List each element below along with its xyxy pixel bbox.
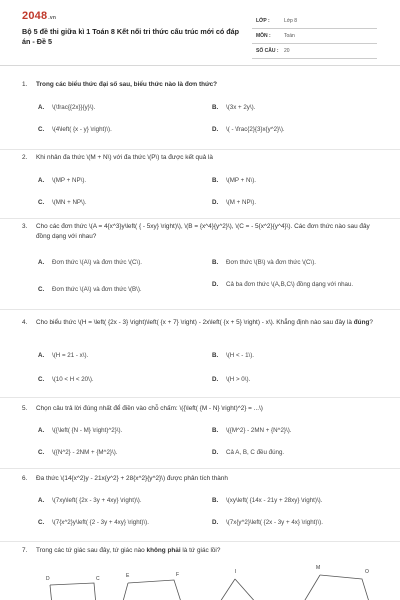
meta-class-value: Lớp 8 — [284, 18, 298, 24]
option-text: \(\frac{{2x}}{y}\). — [52, 104, 96, 111]
option-letter: C. — [38, 199, 45, 206]
question-6 — [0, 474, 400, 542]
logo-text: 2048 — [22, 10, 48, 22]
figure-mo-quadrilateral — [320, 575, 370, 600]
option-text: \(MP + N\). — [226, 177, 256, 184]
option-text: \({N^2} - 2NM + {M^2}\). — [52, 449, 118, 456]
option-letter: D. — [212, 281, 219, 288]
option-letter: A. — [38, 497, 45, 504]
meta-count-value: 20 — [284, 48, 290, 54]
option-a[interactable] — [38, 103, 203, 112]
option-letter: C. — [38, 376, 45, 383]
figure-ef-left-edge — [122, 583, 128, 600]
site-logo[interactable] — [22, 10, 56, 22]
question-1 — [0, 80, 400, 150]
option-letter: C. — [38, 519, 45, 526]
question-text: Chọn câu trả lời đúng nhất để điền vào chỗ chấm: \({\left( {M - N} \right)^2} = ...\) — [36, 405, 263, 412]
option-b[interactable] — [212, 258, 377, 267]
question-stem — [22, 404, 382, 414]
question-stem — [22, 80, 382, 90]
figure-i-right-edge — [235, 579, 258, 600]
figure-dc-quadrilateral — [50, 585, 52, 600]
option-text: \({M^2} - 2MN + {N^2}\). — [226, 427, 292, 434]
meta-class — [252, 15, 377, 29]
option-text: \(7{x^2}y\left( {2 - 3y + 4xy} \right)\). — [52, 519, 149, 526]
question-5 — [0, 404, 400, 469]
question-number: 5. — [22, 405, 28, 412]
question-number: 2. — [22, 154, 28, 161]
figure-ef-quadrilateral — [128, 580, 182, 600]
option-text: \(H = 21 - x\). — [52, 352, 89, 359]
option-b[interactable] — [212, 496, 377, 505]
meta-subject — [252, 30, 377, 44]
option-text: \({\left( {N - M} \right)^2}\). — [52, 427, 123, 434]
option-text: \(MN + NP\). — [52, 199, 87, 206]
option-letter: C. — [38, 286, 45, 293]
question-stem — [22, 474, 382, 484]
option-text: Đơn thức \(A\) và đơn thức \(B\). — [52, 286, 142, 293]
question-text — [36, 546, 382, 556]
meta-subject-value: Toán — [284, 33, 295, 39]
option-d[interactable] — [212, 375, 377, 384]
question-number: 1. — [22, 81, 28, 88]
vertex-label-m: M — [316, 565, 321, 571]
option-c[interactable] — [38, 285, 203, 294]
figure-dc-top-edge — [50, 583, 96, 600]
option-text: \(10 < H < 20\). — [52, 376, 94, 383]
option-c[interactable] — [38, 448, 203, 457]
option-letter: C. — [38, 126, 45, 133]
question-text-part: Trong các tứ giác sau đây, tứ giác nào — [36, 547, 147, 554]
option-letter: D. — [212, 519, 219, 526]
question-emphasis: không phải — [146, 547, 181, 554]
option-text: Đơn thức \(A\) và đơn thức \(C\). — [52, 259, 142, 266]
option-text: \(MP + NP\). — [52, 177, 87, 184]
question-text: Khi nhân đa thức \(M + N\) với đa thức \(P\) ta được kết quả là — [36, 154, 213, 161]
document-header — [0, 0, 400, 66]
option-text: \(H < - 1\). — [226, 352, 255, 359]
option-letter: A. — [38, 427, 45, 434]
question-4 — [0, 318, 400, 398]
question-text: Cho các đơn thức \(A = 4{x^3}y\left( { - 5xy} \right)\), \(B = {x^4}{y^2}\), \(C = - 5{x^2}{y^4}\). Các đơn thức nào sau đây đồng dạng với nhau? — [36, 223, 370, 240]
option-text: \(xy\left( {14x - 21y + 28xy} \right)\). — [226, 497, 323, 504]
option-text: \(7xy\left( {2x - 3y + 4xy} \right)\). — [52, 497, 142, 504]
option-text: \(7x{y^2}\left( {2x - 3y + 4x} \right)\). — [226, 519, 323, 526]
option-letter: B. — [212, 427, 219, 434]
question-stem — [22, 153, 382, 163]
meta-subject-key: MÔN : — [256, 33, 271, 39]
option-c[interactable] — [38, 125, 203, 134]
quadrilateral-figures — [40, 565, 380, 600]
option-text: \(4\left( {x - y} \right)\). — [52, 126, 112, 133]
option-b[interactable] — [212, 103, 377, 112]
option-a[interactable] — [38, 258, 203, 267]
document-title: Bộ 5 đề thi giữa kì 1 Toán 8 Kết nối tri thức cấu trúc mới có đáp án - Đề 5 — [22, 27, 240, 46]
option-letter: A. — [38, 177, 45, 184]
option-text: Cả A, B, C đều đúng. — [226, 449, 285, 456]
option-text: Đơn thức \(B\) và đơn thức \(C\). — [226, 259, 316, 266]
question-stem — [22, 318, 382, 328]
option-d[interactable] — [212, 518, 377, 527]
question-2 — [0, 153, 400, 219]
option-letter: B. — [212, 497, 219, 504]
figure-i-quadrilateral — [218, 579, 235, 600]
question-stem — [22, 222, 382, 242]
logo-suffix: .vn — [48, 15, 57, 21]
option-b[interactable] — [212, 351, 377, 360]
option-a[interactable] — [38, 351, 203, 360]
meta-class-key: LỚP : — [256, 18, 270, 24]
question-text-part: ? — [369, 319, 373, 326]
option-letter: A. — [38, 259, 45, 266]
option-c[interactable] — [38, 518, 203, 527]
option-text: \(M + NP\). — [226, 199, 257, 206]
option-d[interactable] — [212, 448, 377, 457]
option-d[interactable] — [212, 198, 377, 207]
option-d[interactable] — [212, 125, 377, 134]
option-c[interactable] — [38, 375, 203, 384]
figures-svg — [40, 565, 380, 600]
option-text: \(3x + 2y\). — [226, 104, 256, 111]
vertex-label-c: C — [96, 576, 100, 582]
question-text-part: là tứ giác lồi? — [180, 547, 221, 554]
meta-count-key: SỐ CÂU : — [256, 48, 279, 54]
question-number: 7. — [22, 547, 28, 554]
question-text: Trong các biểu thức đại số sau, biểu thức nào là đơn thức? — [36, 81, 218, 88]
option-a[interactable] — [38, 496, 203, 505]
option-text: Cả ba đơn thức \(A,B,C\) đồng dạng với nhau. — [226, 281, 354, 288]
option-letter: D. — [212, 199, 219, 206]
option-a[interactable] — [38, 426, 203, 435]
option-b[interactable] — [212, 176, 377, 185]
option-letter: B. — [212, 352, 219, 359]
question-text-part: Cho biểu thức \(H = \left( {2x - 3} \right)\left( {x + 7} \right) - 2x\left( {x + 5} \right) - x\). Khẳng định nào sau đây là — [36, 319, 354, 326]
question-emphasis: đúng — [353, 319, 370, 326]
option-d[interactable] — [212, 280, 362, 289]
vertex-label-o: O — [365, 569, 369, 575]
option-letter: D. — [212, 376, 219, 383]
meta-question-count — [252, 45, 377, 59]
option-c[interactable] — [38, 198, 203, 207]
option-letter: B. — [212, 259, 219, 266]
question-text — [36, 318, 382, 328]
vertex-label-f: F — [176, 572, 180, 578]
question-stem — [22, 546, 382, 556]
option-letter: B. — [212, 177, 219, 184]
option-b[interactable] — [212, 426, 377, 435]
option-a[interactable] — [38, 176, 203, 185]
option-letter: A. — [38, 104, 45, 111]
option-letter: D. — [212, 126, 219, 133]
question-3 — [0, 222, 400, 310]
question-number: 4. — [22, 319, 28, 326]
vertex-label-d: D — [46, 576, 50, 582]
option-letter: D. — [212, 449, 219, 456]
option-letter: B. — [212, 104, 219, 111]
vertex-label-i: I — [235, 569, 237, 575]
question-number: 3. — [22, 223, 28, 230]
option-text: \(H > 0\). — [226, 376, 251, 383]
option-text: \( - \frac{2}{3}x{y^2}\). — [226, 126, 285, 133]
figure-mo-left-edge — [302, 575, 320, 600]
option-letter: C. — [38, 449, 45, 456]
option-letter: A. — [38, 352, 45, 359]
question-number: 6. — [22, 475, 28, 482]
question-text: Đa thức \(14{x^2}y - 21x{y^2} + 28{x^2}{y^2}\) được phân tích thành — [36, 475, 228, 482]
vertex-label-e: E — [126, 573, 130, 579]
